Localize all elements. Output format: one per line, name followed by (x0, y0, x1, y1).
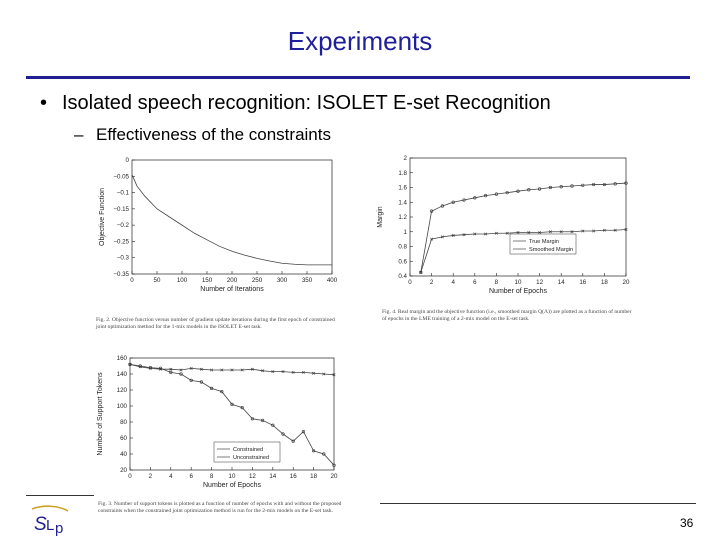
fig3-caption-label: Fig. 3. (98, 501, 113, 507)
y-tick-label: 1 (403, 228, 407, 236)
page-number: 36 (680, 516, 694, 530)
x-tick-label: 2 (148, 473, 153, 480)
footer-divider (380, 503, 696, 504)
y-tick-label: 140 (116, 371, 127, 378)
y-tick-label: 40 (120, 451, 127, 458)
title-divider (26, 76, 690, 79)
x-tick-label: 100 (176, 277, 188, 284)
y-tick-label: 80 (120, 419, 127, 426)
slide-title: Experiments (287, 26, 433, 56)
y-tick-label: 1.4 (398, 199, 407, 207)
x-tick-label: 250 (251, 277, 263, 284)
fig2-caption-text: Objective function versus number of gradient update iterations during the first epoch of constrained joint optimization method for the 1-mix models in the ISOLET E-set task. (96, 317, 335, 330)
x-tick-label: 8 (494, 279, 499, 286)
y-tick-label: 20 (120, 467, 127, 474)
bullet-dash: – (74, 125, 84, 144)
plot-frame (132, 160, 332, 274)
y-tick-label: −0.15 (113, 205, 129, 213)
fig2-caption-label: Fig. 2. (96, 317, 111, 323)
y-axis-label: Objective Function (99, 188, 106, 246)
y-tick-label: 1.6 (398, 184, 407, 192)
y-tick-label: 0.6 (398, 258, 407, 266)
plot-frame (410, 158, 626, 276)
y-tick-label: −0.2 (116, 222, 129, 230)
fig4-caption (382, 309, 632, 323)
y-tick-label: −0.05 (113, 173, 129, 181)
y-tick-label: −0.35 (113, 271, 129, 278)
y-tick-label: 2 (403, 155, 407, 162)
bullet-level-1 (40, 92, 551, 115)
x-tick-label: 10 (514, 279, 522, 286)
x-tick-label: 8 (209, 473, 214, 480)
fig2-caption (96, 317, 346, 331)
x-tick-label: 16 (579, 279, 587, 286)
bullet-level-2-text: Effectiveness of the constraints (96, 125, 331, 144)
bullet-level-2 (74, 125, 331, 145)
x-tick-label: 4 (169, 473, 173, 480)
x-axis-label: Number of Epochs (489, 288, 547, 295)
x-tick-label: 18 (600, 279, 608, 286)
x-tick-label: 14 (269, 473, 277, 480)
x-tick-label: 0 (130, 277, 134, 284)
fig4-caption-label: Fig. 4. (382, 309, 397, 315)
footer-divider-left (26, 495, 94, 496)
margin-chart (378, 150, 638, 300)
y-tick-label: 1.8 (398, 169, 407, 177)
y-tick-label: 0.8 (398, 243, 407, 251)
support-tokens-chart (96, 352, 344, 490)
fig3-caption (98, 501, 342, 515)
y-tick-label: 1.2 (398, 214, 407, 221)
x-tick-label: 12 (536, 279, 544, 286)
legend-label: Unconstrained (233, 455, 270, 461)
y-tick-label: −0.1 (116, 189, 129, 197)
fig4-caption-text: Real margin and the objective function (i.e., smoothed margin Q(Λ)) are plotted as a function of number of epochs in the LME training of a 2-mix model on the E-set task. (382, 309, 632, 322)
svg-text:S: S (34, 514, 47, 535)
legend-label: Constrained (233, 447, 264, 453)
x-tick-label: 400 (326, 277, 338, 284)
x-tick-label: 0 (408, 279, 412, 286)
x-tick-label: 18 (310, 473, 318, 480)
x-axis-label: Number of Epochs (203, 482, 261, 489)
y-axis-label: Number of Support Tokens (97, 372, 104, 456)
svg-text:L: L (46, 517, 55, 534)
y-axis-label: Margin (377, 206, 384, 228)
x-tick-label: 10 (228, 473, 236, 480)
bullet-level-1-text: Isolated speech recognition: ISOLET E-set Recognition (62, 92, 551, 114)
svg-text:p: p (55, 520, 64, 537)
y-tick-label: −0.25 (113, 238, 129, 246)
bullet-dot: • (40, 92, 48, 114)
x-tick-label: 6 (473, 279, 477, 286)
x-tick-label: 0 (128, 473, 132, 480)
y-tick-label: 60 (120, 435, 127, 442)
y-tick-label: 120 (116, 387, 127, 394)
y-tick-label: 160 (116, 355, 127, 362)
y-tick-label: −0.3 (116, 254, 129, 262)
x-axis-label: Number of Iterations (200, 286, 264, 293)
series-line (421, 183, 626, 272)
series-line (132, 175, 332, 265)
x-tick-label: 4 (451, 279, 455, 286)
x-tick-label: 2 (429, 279, 434, 286)
x-tick-label: 14 (557, 279, 565, 286)
x-tick-label: 50 (153, 277, 161, 284)
x-tick-label: 200 (226, 277, 238, 284)
x-tick-label: 20 (330, 473, 338, 480)
y-tick-label: 0.4 (398, 273, 407, 280)
x-tick-label: 300 (276, 277, 288, 284)
fig3-caption-text: Number of support tokens is plotted as a function of number of epochs with and without the proposed constraints when the constrained joint optimization method is run for the 2-mix models on the E-set task. (98, 501, 342, 514)
y-tick-label: 0 (125, 157, 129, 164)
x-tick-label: 150 (201, 277, 213, 284)
x-tick-label: 12 (248, 473, 256, 480)
objective-function-chart (90, 152, 342, 307)
x-tick-label: 350 (301, 277, 313, 284)
x-tick-label: 16 (289, 473, 297, 480)
legend-label: Smoothed Margin (529, 247, 574, 253)
legend-label: True Margin (529, 239, 559, 245)
slp-logo (28, 503, 72, 537)
x-tick-label: 20 (622, 279, 630, 286)
x-tick-label: 6 (189, 473, 193, 480)
y-tick-label: 100 (116, 403, 127, 410)
